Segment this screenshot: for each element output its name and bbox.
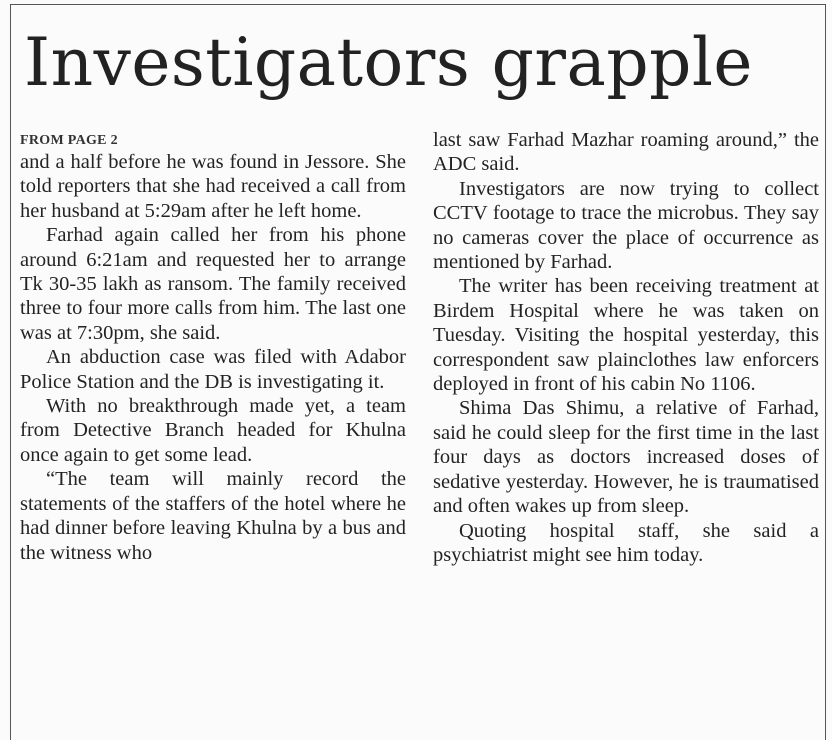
jump-label: FROM PAGE 2 (20, 133, 118, 148)
paragraph: last saw Farhad Mazhar roaming around,” the ADC said. (433, 129, 819, 176)
paragraph: An abduction case was filed with Adabor Police Station and the DB is investigating it. (20, 346, 406, 393)
article-column-2 (433, 128, 819, 567)
right-border-rule (825, 4, 826, 740)
paragraph: Shima Das Shimu, a relative of Farhad, said he could sleep for the first time in the last four days as doctors increased doses of sedative yesterday. However, he is traumatised and often wakes up from sleep. (433, 397, 819, 518)
paragraph: “The team will mainly record the statements of the staffers of the hotel where he had dinner before leaving Khulna by a bus and the witness who (20, 468, 406, 564)
paragraph: Farhad again called her from his phone around 6:21am and requested her to arrange Tk 30-35 lakh as ransom. The family received three to four more calls from him. The last one was at 7:30pm, she said. (20, 224, 406, 344)
paragraph: The writer has been receiving treatment at Birdem Hospital where he was taken on Tuesday. Visiting the hospital yesterday, this correspondent saw plainclothes law enforcers deployed in front of his cabin No 1106. (433, 275, 819, 396)
paragraph: and a half before he was found in Jessore. She told reporters that she had received a call from her husband at 5:29am after he left home. (20, 151, 406, 222)
paragraph: Quoting hospital staff, she said a psychiatrist might see him today. (433, 519, 819, 566)
paragraph: Investigators are now trying to collect CCTV footage to trace the microbus. They say no cameras cover the place of occurrence as mentioned by Farhad. (433, 177, 819, 274)
left-border-rule (10, 4, 11, 740)
article-column-1 (20, 128, 406, 565)
top-border-rule (10, 4, 826, 5)
headline: Investigators grapple (24, 24, 753, 101)
paragraph: With no breakthrough made yet, a team from Detective Branch headed for Khulna once again to get some lead. (20, 395, 406, 466)
